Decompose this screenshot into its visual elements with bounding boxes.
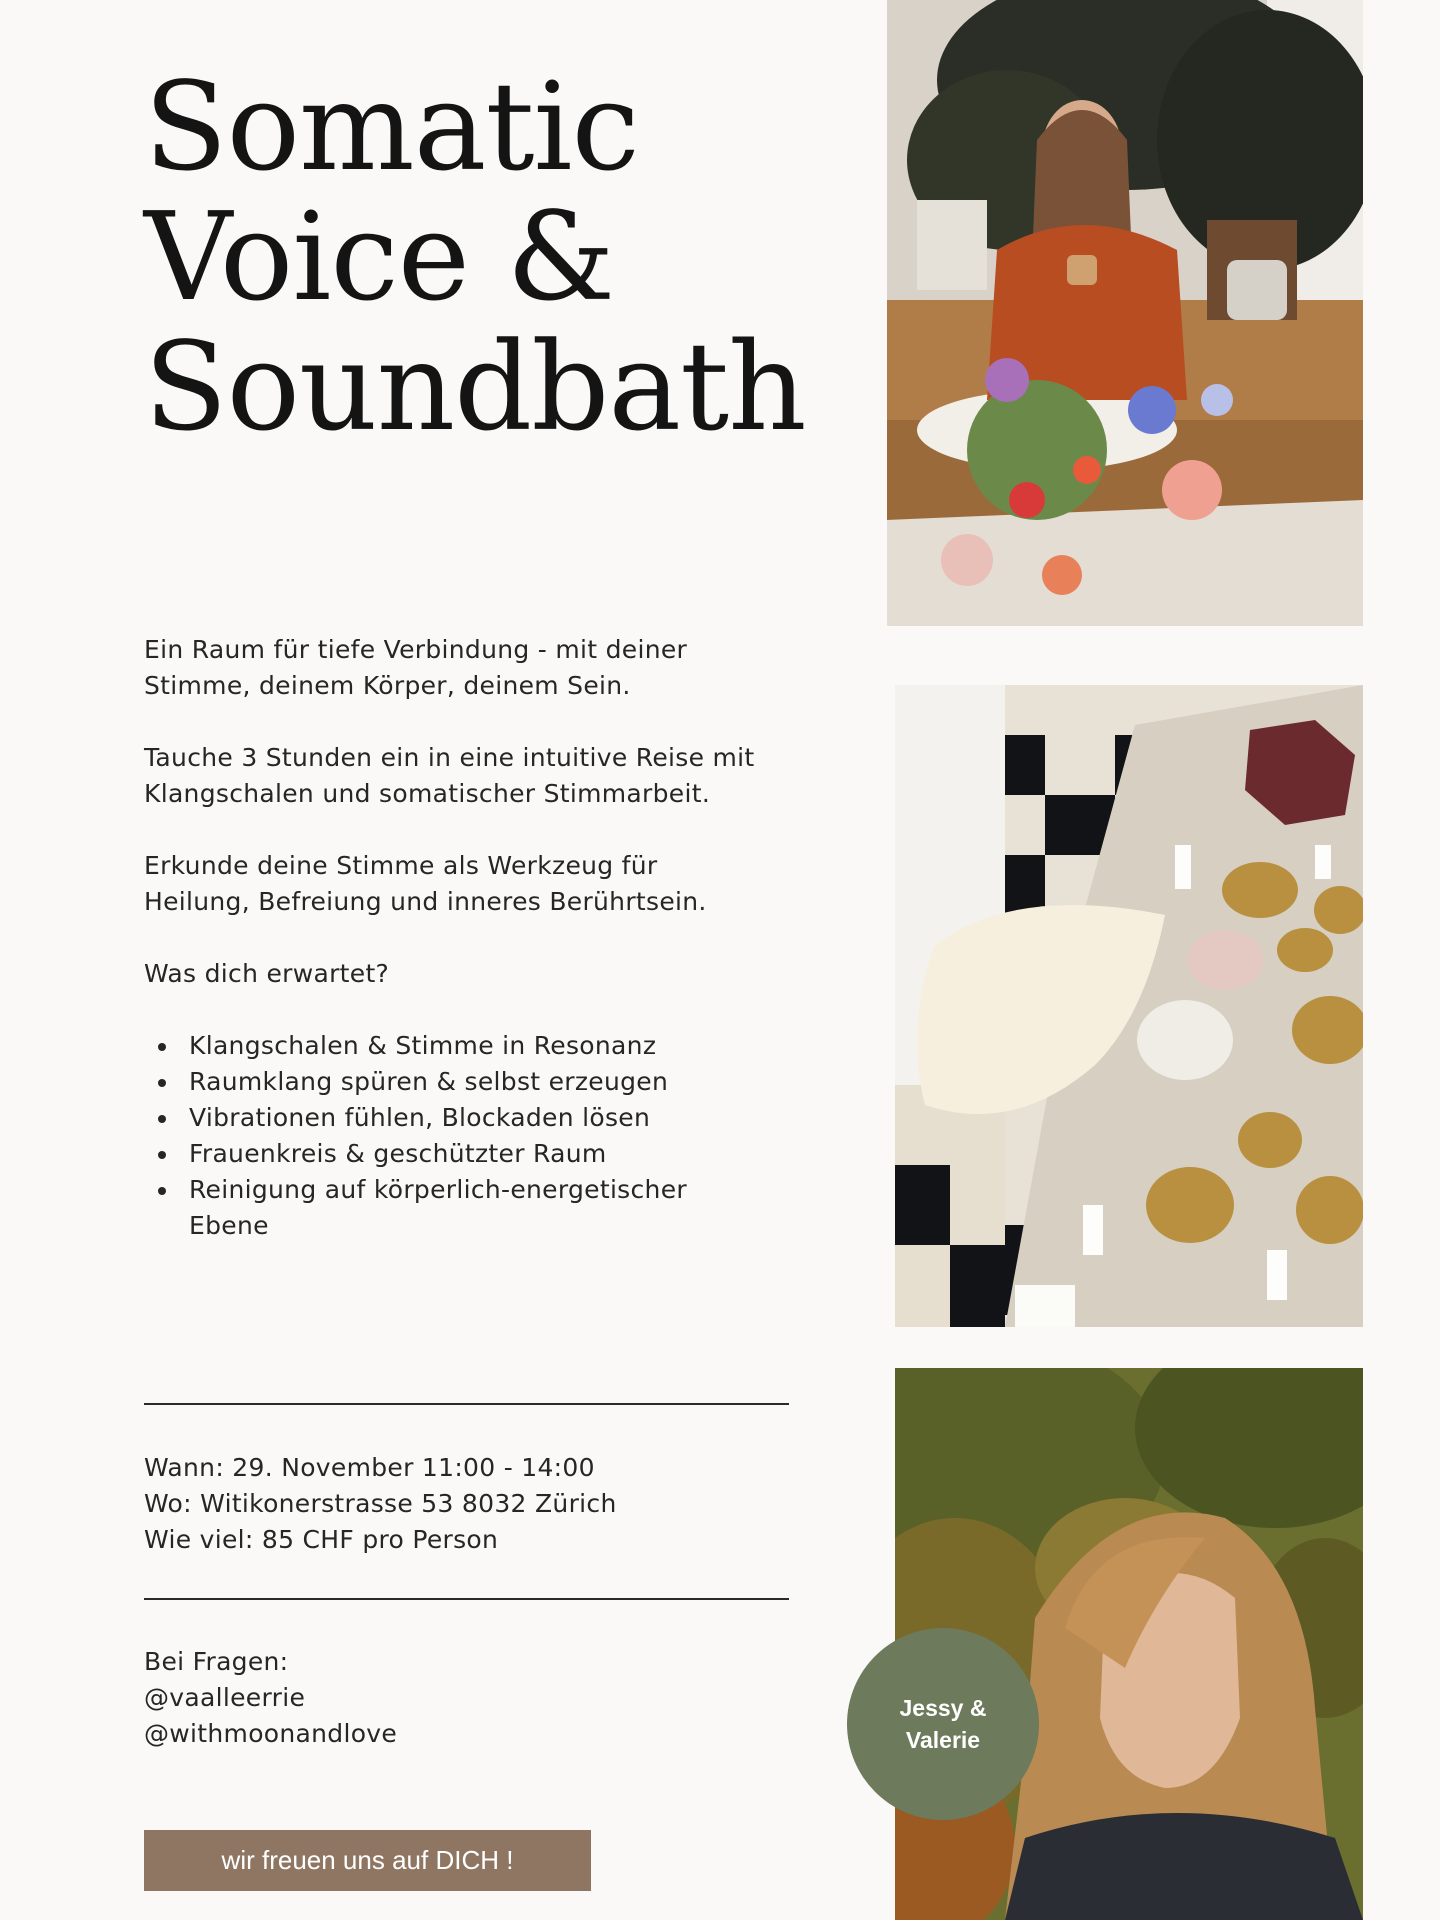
- contact-info: [144, 1644, 397, 1752]
- hosts-badge: [847, 1628, 1039, 1820]
- expect-item: Klangschalen & Stimme in Resonanz: [144, 1028, 824, 1064]
- photo-meditation-image: [887, 0, 1363, 626]
- intro-p2-line-2: Klangschalen und somatischer Stimmarbeit.: [144, 779, 711, 808]
- intro-p2-line-1: Tauche 3 Stunden ein in eine intuitive Reise mit: [144, 743, 755, 772]
- intro-p3-line-2: Heilung, Befreiung und inneres Berührtsein.: [144, 887, 707, 916]
- photo-meditation: [887, 0, 1363, 626]
- title-line-1: Somatic: [144, 56, 639, 198]
- intro-p3-line-1: Erkunde deine Stimme als Werkzeug für: [144, 851, 658, 880]
- title-line-2: Voice &: [144, 186, 615, 328]
- event-details: [144, 1450, 617, 1558]
- expect-list: [144, 1028, 824, 1244]
- cta-button[interactable]: wir freuen uns auf DICH !: [144, 1830, 591, 1891]
- page-title: [144, 56, 864, 458]
- expect-item: Reinigung auf körperlich-energetischer Ebene: [144, 1172, 769, 1244]
- intro-paragraph-3: [144, 848, 824, 920]
- expect-item: Raumklang spüren & selbst erzeugen: [144, 1064, 824, 1100]
- event-when: Wann: 29. November 11:00 - 14:00: [144, 1453, 595, 1482]
- divider-bottom: [144, 1598, 789, 1600]
- contact-handle-2[interactable]: @withmoonandlove: [144, 1719, 398, 1748]
- intro-paragraph-2: [144, 740, 824, 812]
- contact-heading: Bei Fragen:: [144, 1647, 289, 1676]
- photo-singing-bowls-image: [895, 685, 1363, 1327]
- expect-item: Frauenkreis & geschützter Raum: [144, 1136, 824, 1172]
- photo-singing-bowls: [895, 685, 1363, 1327]
- event-where: Wo: Witikonerstrasse 53 8032 Zürich: [144, 1489, 617, 1518]
- expect-item: Vibrationen fühlen, Blockaden lösen: [144, 1100, 824, 1136]
- divider-top: [144, 1403, 789, 1405]
- title-line-3: Soundbath: [144, 316, 806, 458]
- expect-heading: Was dich erwartet?: [144, 959, 390, 988]
- badge-line-1: Jessy &: [899, 1695, 987, 1721]
- event-price: Wie viel: 85 CHF pro Person: [144, 1525, 499, 1554]
- badge-line-2: Valerie: [905, 1727, 981, 1753]
- intro-p1-line-2: Stimme, deinem Körper, deinem Sein.: [144, 671, 631, 700]
- intro-p1-line-1: Ein Raum für tiefe Verbindung - mit deiner: [144, 635, 688, 664]
- contact-handle-1[interactable]: @vaalleerrie: [144, 1683, 306, 1712]
- description: [144, 632, 824, 1244]
- intro-paragraph-1: [144, 632, 824, 704]
